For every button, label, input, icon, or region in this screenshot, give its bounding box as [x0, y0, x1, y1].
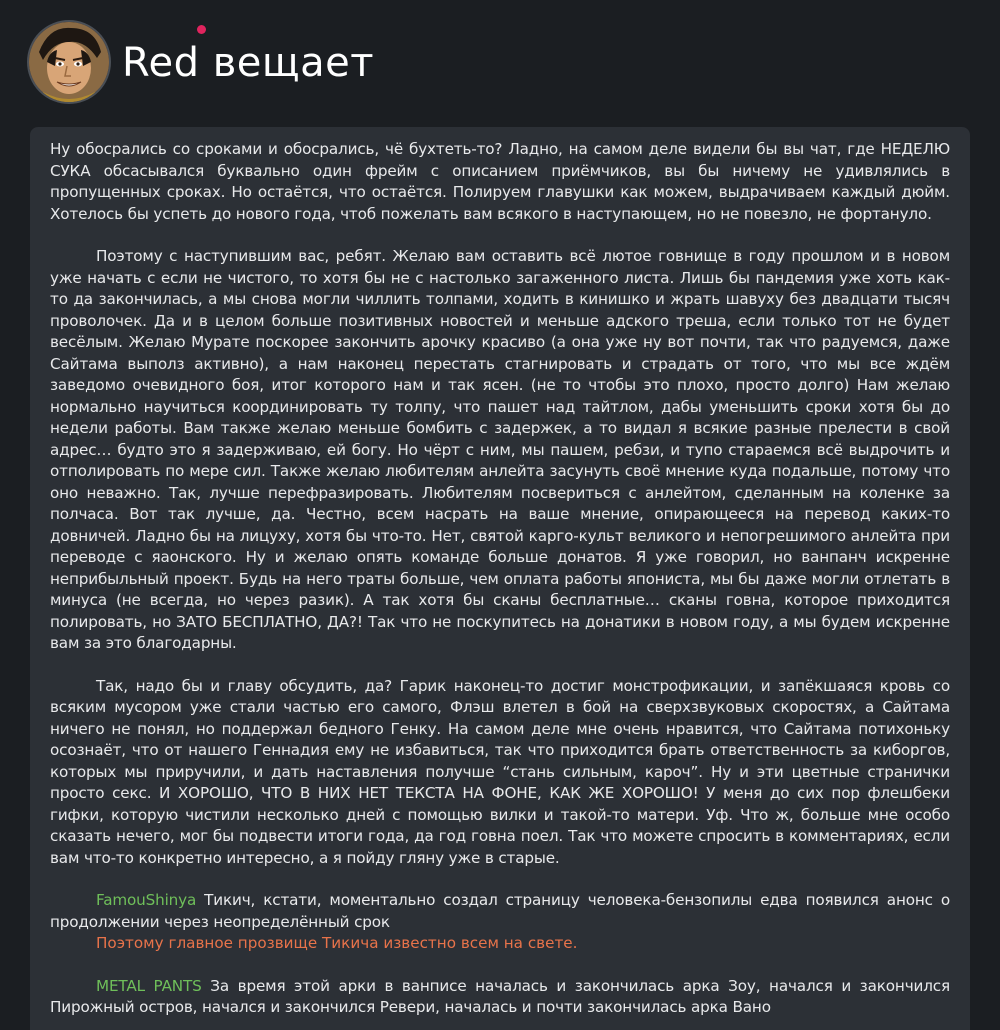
comment-entry: [50, 890, 950, 933]
notification-dot-icon: [196, 24, 207, 35]
comment-text: За время этой арки в ванписе началась и закончилась арка Зоу, начался и закончился Пирожный остров, начался и закончился Ревери, началась и почти закончилась арка Вано: [50, 976, 950, 1016]
blog-header: [0, 0, 1000, 118]
comment-author[interactable]: FamouShinya: [96, 891, 197, 909]
comment-author[interactable]: METAL PANTS: [96, 976, 202, 995]
post-paragraph-chapter: Так, надо бы и главу обсудить, да? Гарик наконец-то достиг монстрофикации, и запёкшаяся кровь со всяким мусором уже стали частью его самого, Флэш влетел в бой на сверхзвуковых скоростях, а Сайтама ничего не понял, но поддержал бедного Генку. На самом деле мне очень нравится, что Сайтама потихоньку осознаёт, что от нашего Геннадия ему не избавиться, так что приходится брать ответственность за киборгов, которых мы приручили, и дать наставления получше “стань сильным, кароч”. Ну и эти цветные странички просто секс. И ХОРОШО, ЧТО В НИХ НЕТ ТЕКСТА НА ФОНЕ, КАК ЖЕ ХОРОШО! У меня до сих пор флешбеки гифки, которую чистили несколько дней с помощью вилки и такой-то матери. Уф. Что ж, больше мне особо сказать нечего, мог бы подвести итоги года, да год говна поел. Так что можете спросить в комментариях, если вам что-то конкретно интересно, а я пойду гляну уже в старые.: [50, 676, 950, 867]
post-paragraph-intro: Ну обосрались со сроками и обосрались, чё бухтеть-то? Ладно, на самом деле видели бы вы чат, где НЕДЕЛЮ СУКА обсасывался буквально один фрейм с описанием приёмчиков, вы бы ничему не удивлялись в пропущенных сроках. Но остаётся, что остаётся. Полируем главушки как можем, выдрачиваем каждый дюйм. Хотелось бы успеть до нового года, чтоб пожелать вам всякого в наступающем, но не повезло, не фортануло.: [50, 140, 950, 223]
comment-reply: Поэтому главное прозвище Тикича известно всем на свете.: [96, 934, 578, 952]
post-paragraph-wishes: Поэтому с наступившим вас, ребят. Желаю вам оставить всё лютое говнище в году прошлом и в новом уже начать с если не чистого, то хотя бы не с настолько загаженного листа. Лишь бы пандемия уже хоть как-то да закончилась, а мы снова могли чиллить толпами, ходить в кинишко и жрать шавуху без двадцати тысяч проволочек. Да и в целом больше позитивных новостей и меньше адского треша, если только тот не будет весёлым. Желаю Мурате поскорее закончить арочку красиво (а она уже ну вот почти, так что радуемся, даже Сайтама выполз активно), а нам наконец перестать стагнировать и страдать от того, что мы все ждём заведомо очевидного боя, итог которого нам и так ясен. (не то чтобы это плохо, просто долго) Нам желаю нормально научиться координировать ту толпу, что пашет над тайтлом, дабы уменьшить сроки хотя бы до недели работы. Вам также желаю меньше бомбить с задержек, а то видал я всякие разные прелести в свой адрес… будто это я задерживаю, ей богу. Но чёрт с ним, мы пашем, ребзи, и тупо стараемся всё выдрочить и отполировать по мере сил. Также желаю любителям анлейта засунуть своё мнение куда подальше, потому что оно неважно. Так, лучше перефразировать. Любителям посвериться с анлейтом, сделанным на коленке за полчаса. Вот так лучше, да. Честно, всем насрать на ваше мнение, опирающееся на перевод каких-то довничей. Ладно бы на лицуху, хотя бы что-то. Нет, святой карго-культ великого и непогрешимого анлейта при переводе с яаонского. Ну и желаю опять команде больше донатов. Я уже говорил, но ванпанч искренне неприбыльный проект. Будь на него траты больше, чем оплата работы японистa, мы бы даже могли отлетать в минуса (не всегда, но через разик). А так хотя бы сканы бесплатные… сканы говна, которое приходится полировать, но ЗАТО БЕСПЛАТНО, ДА?! Так что не поскупитесь на донатики в новом году, а мы будем искренне вам за это благодарны.: [50, 247, 950, 652]
post-body: [30, 127, 970, 1030]
avatar-portrait: [29, 22, 109, 102]
comment-text: Тикич, кстати, моментально создал страницу человека-бензопилы едва появился анонс о продолжении через неопределённый срок: [50, 891, 950, 931]
comment-entry: [50, 976, 950, 1019]
page-title: Red вещает: [122, 40, 374, 86]
avatar[interactable]: [27, 20, 111, 104]
